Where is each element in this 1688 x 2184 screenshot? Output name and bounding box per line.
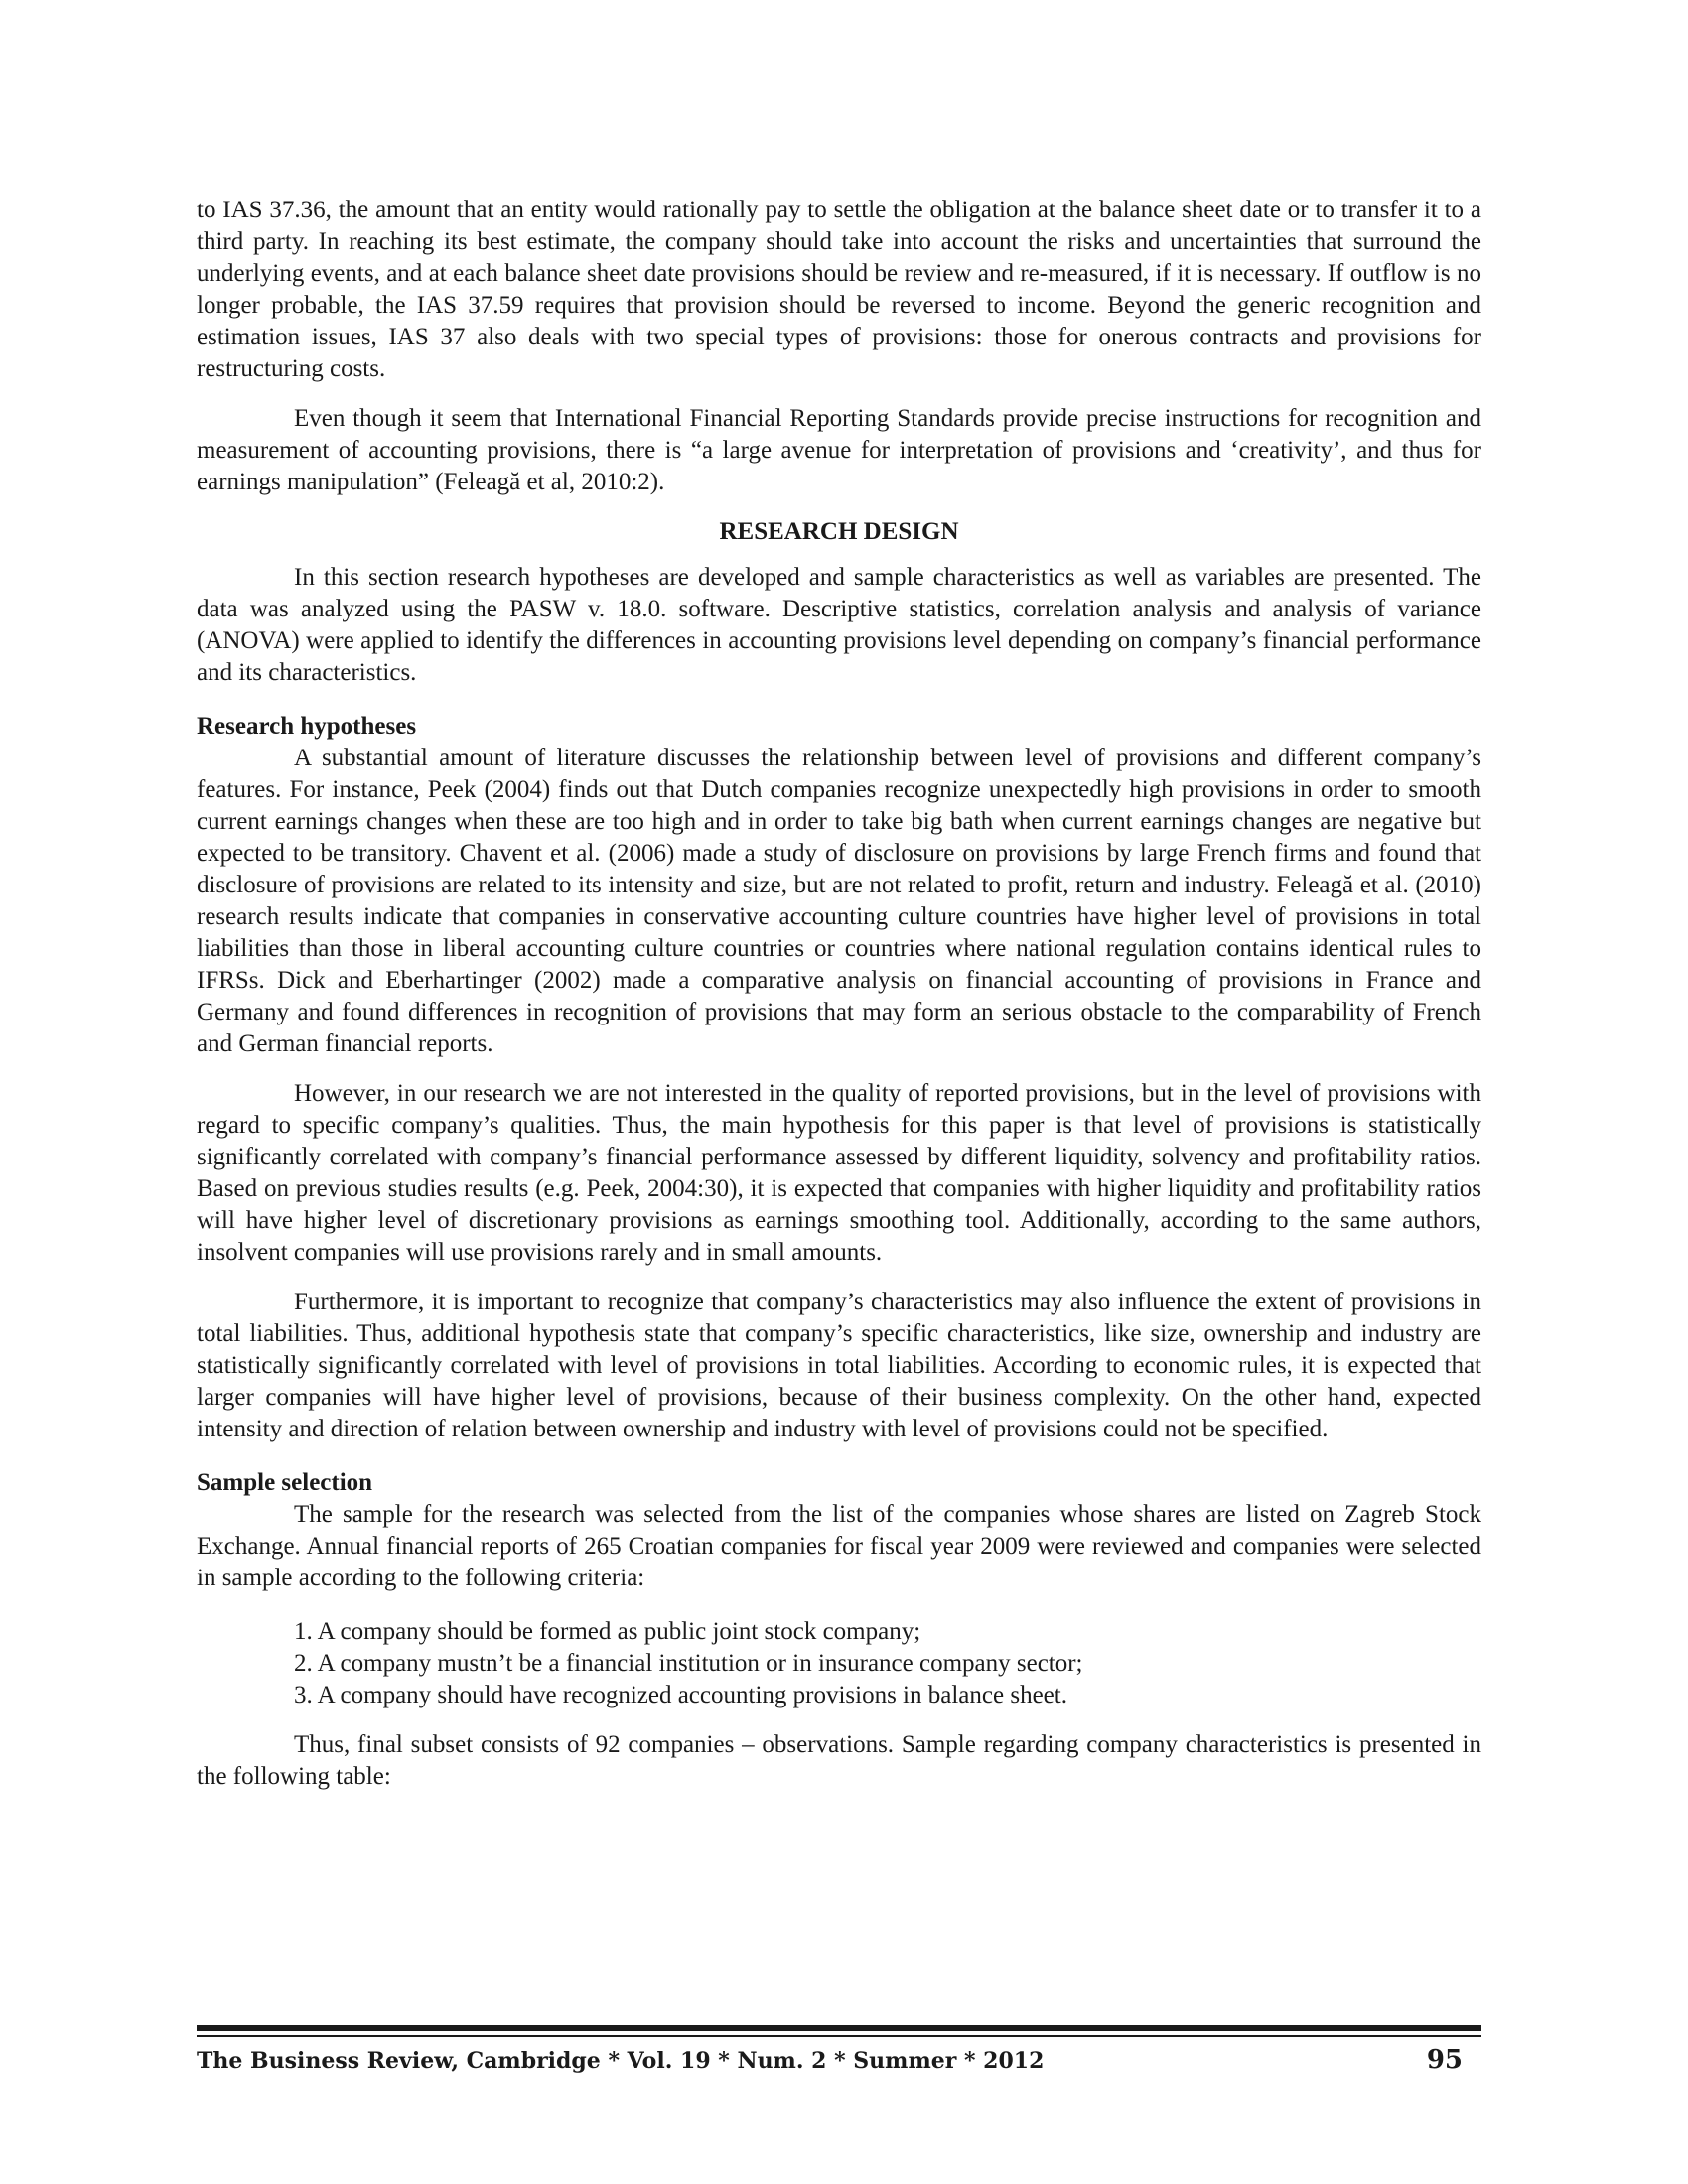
criteria-item: 3. A company should have recognized accounting provisions in balance sheet.: [294, 1682, 1067, 1708]
footer-rule-thin: [197, 2035, 1481, 2037]
footer-journal-citation: The Business Review, Cambridge * Vol. 19 * Num. 2 * Summer * 2012: [197, 2048, 1045, 2074]
paragraph-research-design-intro: In this section research hypotheses are developed and sample characteristics as well as variables are presented. The data was analyzed using the PASW v. 18.0. software. Descriptive statistics, correlation analysis and analysis of variance (ANOVA) were applied to identify the differences in accounting provisions level depending on company’s financial performance and its characteristics.: [197, 564, 1481, 686]
criteria-item: 2. A company mustn’t be a financial institution or in insurance company sector;: [294, 1650, 1083, 1677]
subheading-sample-selection: Sample selection: [197, 1469, 373, 1496]
paragraph-main-hypothesis: However, in our research we are not interested in the quality of reported provisions, but in the level of provisions with regard to specific company’s qualities. Thus, the main hypothesis for this paper is that level of provisions is statistically significantly correlated with company’s financial performance assessed by different liquidity, solvency and profitability ratios. Based on previous studies results (e.g. Peek, 2004:30), it is expected that companies with higher liquidity and profitability ratios will have higher level of discretionary provisions as earnings smoothing tool. Additionally, according to the same authors, insolvent companies will use provisions rarely and in small amounts.: [197, 1080, 1481, 1266]
page-number: 95: [1426, 2045, 1463, 2075]
criteria-list: [197, 1616, 1481, 1711]
paragraph-final-subset: Thus, final subset consists of 92 companies – observations. Sample regarding company characteristics is presented in the following table:: [197, 1731, 1481, 1790]
paragraph-literature-review: A substantial amount of literature discusses the relationship between level of provisions and different company’s features. For instance, Peek (2004) finds out that Dutch companies recognize unexpectedly high provisions in order to smooth current earnings changes when these are too high and in order to take big bath when current earnings changes are negative but expected to be transitory. Chavent et al. (2006) made a study of disclosure on provisions by large French firms and found that disclosure of provisions are related to its intensity and size, but are not related to profit, return and industry. Feleagă et al. (2010) research results indicate that companies in conservative accounting culture countries have higher level of provisions in total liabilities than those in liberal accounting culture countries or countries where national regulation contains identical rules to IFRSs. Dick and Eberhartinger (2002) made a comparative analysis on financial accounting of provisions in France and Germany and found differences in recognition of provisions that may form an serious obstacle to the comparability of French and German financial reports.: [197, 745, 1481, 1057]
subheading-research-hypotheses: Research hypotheses: [197, 713, 417, 740]
paragraph-ifrs-interpretation: Even though it seem that International Financial Reporting Standards provide precise instructions for recognition and measurement of accounting provisions, there is “a large avenue for interpretation of provisions and ‘creativity’, and thus for earnings manipulation” (Feleagă et al, 2010:2).: [197, 405, 1481, 495]
paragraph-ias37-continuation: to IAS 37.36, the amount that an entity would rationally pay to settle the obligation at the balance sheet date or to transfer it to a third party. In reaching its best estimate, the company should take into account the risks and uncertainties that surround the underlying events, and at each balance sheet date provisions should be review and re-measured, if it is necessary. If outflow is no longer probable, the IAS 37.59 requires that provision should be reversed to income. Beyond the generic recognition and estimation issues, IAS 37 also deals with two special types of provisions: those for onerous contracts and provisions for restructuring costs.: [197, 197, 1481, 382]
page-body: [197, 195, 1481, 1793]
paragraph-additional-hypothesis: Furthermore, it is important to recognize that company’s characteristics may also influence the extent of provisions in total liabilities. Thus, additional hypothesis state that company’s specific characteristics, like size, ownership and industry are statistically significantly correlated with level of provisions in total liabilities. According to economic rules, it is expected that larger companies will have higher level of provisions, because of their business complexity. On the other hand, expected intensity and direction of relation between ownership and industry with level of provisions could not be specified.: [197, 1289, 1481, 1442]
section-title-research-design: RESEARCH DESIGN: [719, 518, 959, 545]
page-footer: [197, 2045, 1463, 2075]
footer-rule-thick: [197, 2025, 1481, 2031]
paragraph-sample-selection: The sample for the research was selected from the list of the companies whose shares are listed on Zagreb Stock Exchange. Annual financial reports of 265 Croatian companies for fiscal year 2009 were reviewed and companies were selected in sample according to the following criteria:: [197, 1501, 1481, 1591]
criteria-item: 1. A company should be formed as public joint stock company;: [294, 1618, 921, 1645]
